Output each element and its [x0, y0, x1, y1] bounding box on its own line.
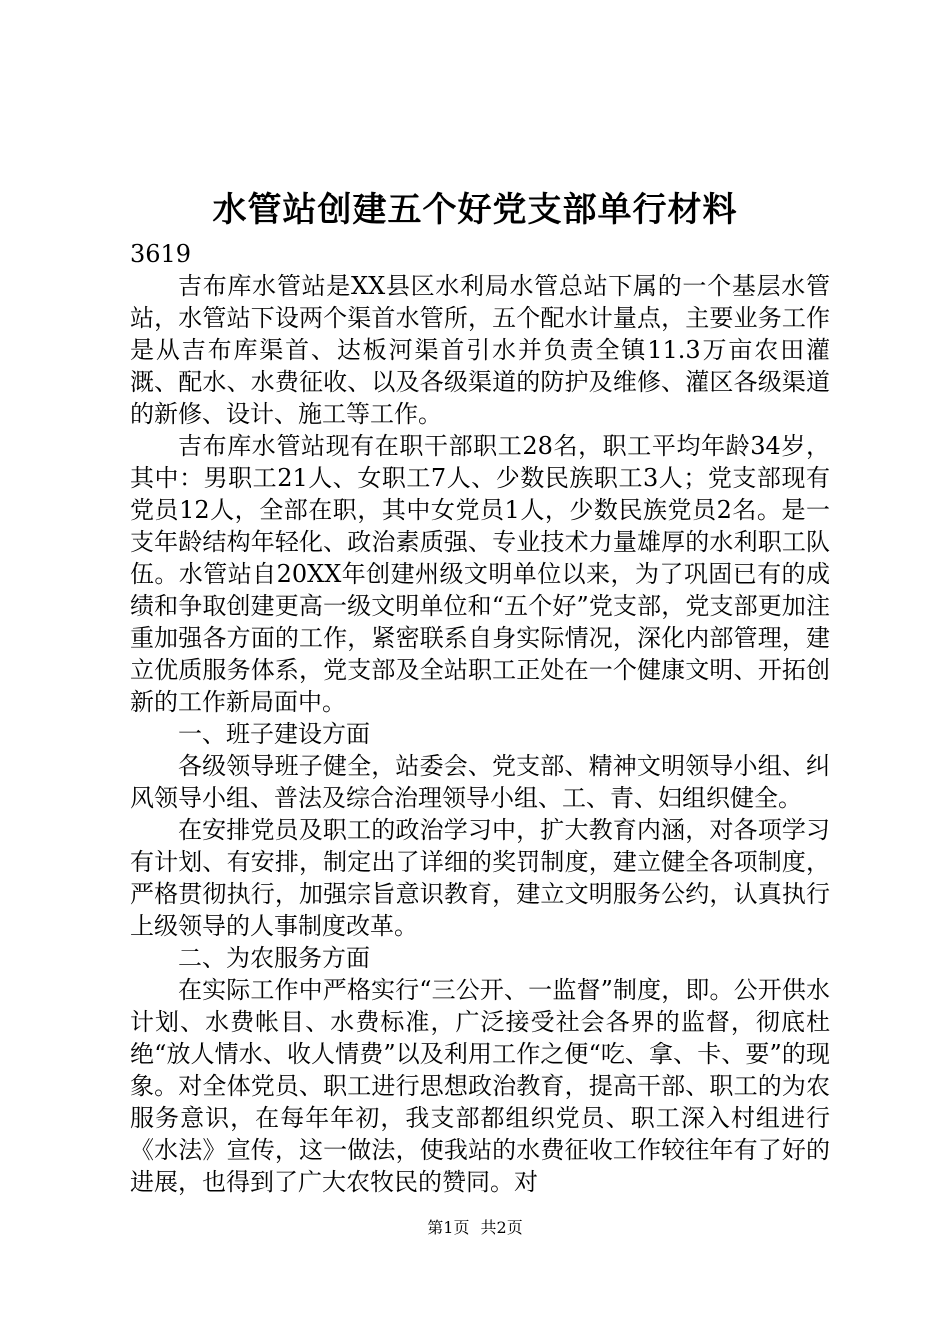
section-heading-service: 二、为农服务方面	[178, 944, 370, 972]
document-code: 3619	[130, 240, 192, 268]
page-total: 共2页	[480, 1218, 523, 1237]
section-heading-leadership: 一、班子建设方面	[178, 720, 370, 748]
document-body	[130, 238, 830, 1198]
paragraph-leadership-groups: 各级领导班子健全，站委会、党支部、精神文明领导小组、纠风领导小组、普法及综合治理领导小组、工、青、妇组织健全。	[130, 752, 830, 812]
paragraph-staff: 吉布库水管站现有在职干部职工28名，职工平均年龄34岁，其中：男职工21人、女职工7人、少数民族职工3人；党支部现有党员12人，全部在职，其中女党员1人，少数民族党员2名。是一支年龄结构年轻化、政治素质强、专业技术力量雄厚的水利职工队伍。水管站自20XX年创建州级文明单位以来，为了巩固已有的成绩和争取创建更高一级文明单位和“五个好”党支部，党支部更加注重加强各方面的工作，紧密联系自身实际情况，深化内部管理，建立优质服务体系，党支部及全站职工正处在一个健康文明、开拓创新的工作新局面中。	[130, 432, 830, 716]
page-number: 第1页	[427, 1218, 470, 1237]
page-footer	[0, 1218, 950, 1238]
document-title: 水管站创建五个好党支部单行材料	[212, 190, 738, 230]
paragraph-service: 在实际工作中严格实行“三公开、一监督”制度，即。公开供水计划、水费帐目、水费标准，广泛接受社会各界的监督，彻底杜绝“放人情水、收人情费”以及利用工作之便“吃、拿、卡、要”的现象。对全体党员、职工进行思想政治教育，提高干部、职工的为农服务意识，在每年年初，我支部都组织党员、职工深入村组进行《水法》宣传，这一做法，使我站的水费征收工作较往年有了好的进展，也得到了广大农牧民的赞同。对	[130, 976, 830, 1196]
paragraph-political-study: 在安排党员及职工的政治学习中，扩大教育内涵，对各项学习有计划、有安排，制定出了详细的奖罚制度，建立健全各项制度，严格贯彻执行，加强宗旨意识教育，建立文明服务公约，认真执行上级领导的人事制度改革。	[130, 816, 830, 940]
paragraph-intro: 吉布库水管站是XX县区水利局水管总站下属的一个基层水管站，水管站下设两个渠首水管所，五个配水计量点，主要业务工作是从吉布库渠首、达板河渠首引水并负责全镇11.3万亩农田灌溉、配水、水费征收、以及各级渠道的防护及维修、灌区各级渠道的新修、设计、施工等工作。	[130, 272, 830, 428]
